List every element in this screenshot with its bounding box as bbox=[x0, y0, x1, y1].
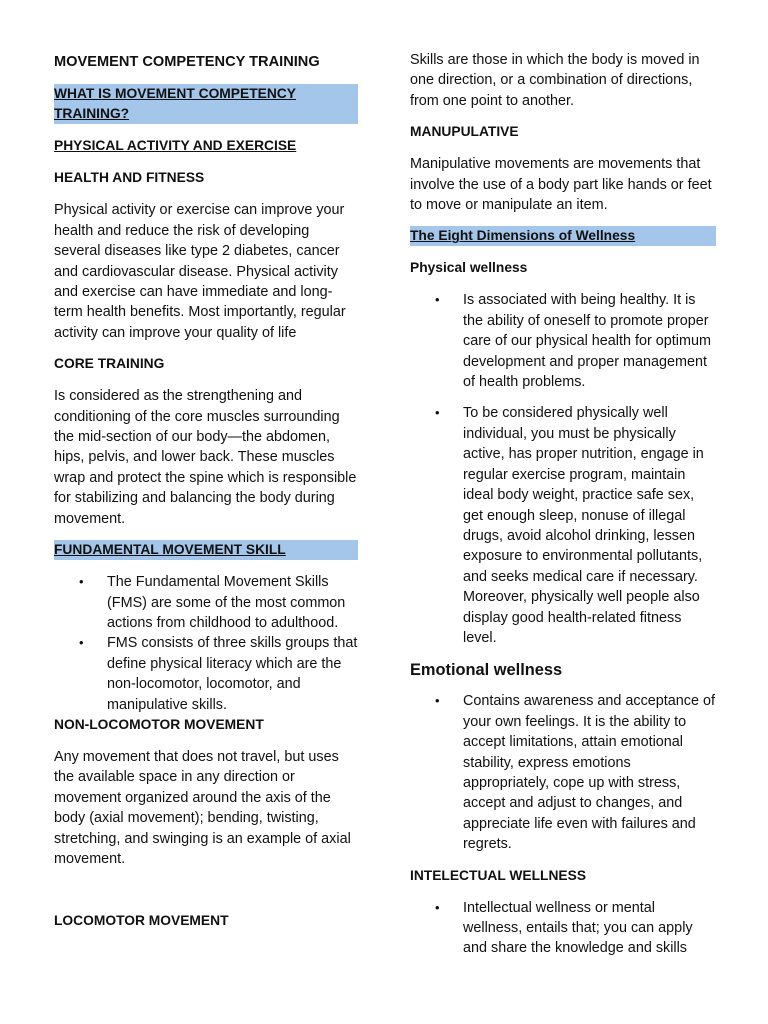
heading-what-is: WHAT IS MOVEMENT COMPETENCY TRAINING? bbox=[54, 84, 358, 124]
left-column bbox=[54, 50, 358, 943]
list-item bbox=[410, 403, 716, 648]
heading-emotional-wellness: Emotional wellness bbox=[410, 661, 563, 680]
right-column bbox=[410, 50, 716, 959]
bullet-icon: • bbox=[79, 635, 84, 651]
list-item bbox=[410, 290, 716, 392]
list-item bbox=[410, 691, 716, 854]
list-item bbox=[54, 572, 358, 633]
heading-intellectual-wellness: INTELECTUAL WELLNESS bbox=[410, 867, 587, 883]
paragraph-manipulative: Manipulative movements are movements that involve the use of a body part like hands or feet to move or manipulate an item. bbox=[410, 156, 712, 214]
heading-physical-wellness: Physical wellness bbox=[410, 260, 528, 276]
physical-bullet-list bbox=[410, 290, 716, 648]
bullet-text: Intellectual wellness or mental wellness, entails that; you can apply and share the knowledge and skills bbox=[463, 899, 693, 957]
bullet-text: To be considered physically well individual, you must be physically active, has proper nutrition, engage in regular exercise program, maintain ideal body weight, practice safe sex, get enough sleep, nonuse of illegal drugs, avoid alcohol drinking, lessen exposure to environmental pollutants, and seeks medical care if necessary. Moreover, physically well people also display good health-related fitness level. bbox=[463, 405, 704, 646]
intellectual-bullet-list bbox=[410, 898, 716, 959]
document-title: MOVEMENT COMPETENCY TRAINING bbox=[54, 54, 320, 70]
list-item bbox=[410, 898, 716, 959]
heading-non-locomotor: NON-LOCOMOTOR MOVEMENT bbox=[54, 716, 264, 732]
heading-fms: FUNDAMENTAL MOVEMENT SKILL bbox=[54, 540, 358, 560]
heading-physical-activity: PHYSICAL ACTIVITY AND EXERCISE bbox=[54, 138, 297, 154]
heading-core-training: CORE TRAINING bbox=[54, 356, 165, 372]
heading-locomotor: LOCOMOTOR MOVEMENT bbox=[54, 913, 229, 929]
heading-manipulative: MANUPULATIVE bbox=[410, 124, 519, 140]
bullet-icon: • bbox=[79, 574, 84, 590]
bullet-text: FMS consists of three skills groups that define physical literacy which are the non-locomotor, locomotor, and manipulative skills. bbox=[107, 635, 358, 713]
bullet-icon: • bbox=[435, 292, 440, 308]
bullet-icon: • bbox=[435, 899, 440, 915]
bullet-text: The Fundamental Movement Skills (FMS) are some of the most common actions from childhood to adulthood. bbox=[107, 574, 346, 631]
paragraph-locomotor-continued: Skills are those in which the body is moved in one direction, or a combination of directions, from one point to another. bbox=[410, 52, 700, 109]
bullet-icon: • bbox=[435, 405, 440, 421]
paragraph-non-locomotor: Any movement that does not travel, but uses the available space in any direction or movement organized around the axis of the body (axial movement); bending, twisting, stretching, and swinging is an example of axial movement. bbox=[54, 748, 351, 867]
emotional-bullet-list bbox=[410, 691, 716, 854]
paragraph-health-fitness: Physical activity or exercise can improve your health and reduce the risk of developing several diseases like type 2 diabetes, cancer and cardiovascular disease. Physical activity and exercise can have immediate and long-term health benefits. Most importantly, regular activity can improve your quality of life bbox=[54, 202, 346, 341]
list-item bbox=[54, 633, 358, 715]
bullet-text: Contains awareness and acceptance of your own feelings. It is the ability to accept limitations, attain emotional stability, express emotions appropriately, cope up with stress, accept and adjust to changes, and appreciate life even with failures and regrets. bbox=[463, 693, 715, 853]
bullet-text: Is associated with being healthy. It is the ability of oneself to promote proper care of our physical health for optimum development and proper management of health problems. bbox=[463, 292, 711, 391]
paragraph-core-training: Is considered as the strengthening and conditioning of the core muscles surrounding the mid-section of our body—the abdomen, hips, pelvis, and lower back. These muscles wrap and protect the spine which is responsible for stabilizing and balancing the body during movement. bbox=[54, 388, 357, 527]
bullet-icon: • bbox=[435, 693, 440, 709]
fms-bullet-list bbox=[54, 572, 358, 715]
heading-eight-dimensions: The Eight Dimensions of Wellness bbox=[410, 226, 716, 246]
heading-health-fitness: HEALTH AND FITNESS bbox=[54, 170, 205, 186]
